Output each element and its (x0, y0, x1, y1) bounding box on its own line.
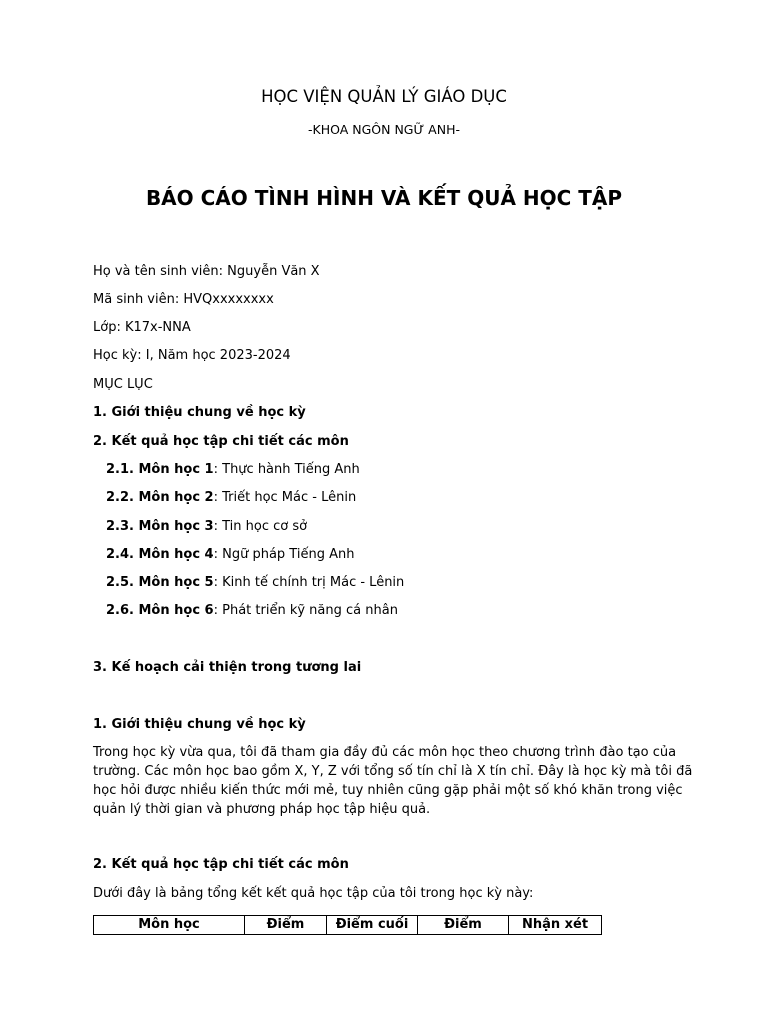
toc-item-2: 2. Kết quả học tập chi tiết các môn (93, 434, 349, 449)
toc-subitem-text: : Triết học Mác - Lênin (213, 490, 357, 505)
toc-subitem-label: 2.3. Môn học 3 (106, 519, 214, 534)
toc-subitem (106, 574, 404, 592)
column-header-score-2: Điểm (418, 916, 509, 935)
toc-subitem-label: 2.5. Môn học 5 (106, 575, 214, 590)
column-header-score: Điểm (245, 916, 327, 935)
toc-subitem-label: 2.6. Môn học 6 (106, 603, 214, 618)
semester-line: Học kỳ: I, Năm học 2023-2024 (93, 348, 291, 363)
section-1-paragraph: Trong học kỳ vừa qua, tôi đã tham gia đầy đủ các môn học theo chương trình đào tạo của trường. Các môn học bao gồm X, Y, Z với tổng số tín chỉ là X tín chỉ. Đây là học kỳ mà tôi đã học hỏi được nhiều kiến thức mới mẻ, tuy nhiên cũng gặp phải một số khó khăn trong việc quản lý thời gian và phương pháp học tập hiệu quả. (93, 745, 693, 817)
toc-subitem-text: : Phát triển kỹ năng cá nhân (213, 603, 398, 618)
results-table-header-row (94, 916, 602, 935)
toc-subitem-label: 2.4. Môn học 4 (106, 547, 214, 562)
student-name-line: Họ và tên sinh viên: Nguyễn Văn X (93, 264, 320, 279)
institution-name: HỌC VIỆN QUẢN LÝ GIÁO DỤC (261, 87, 507, 106)
toc-subitem-text: : Ngữ pháp Tiếng Anh (213, 547, 355, 562)
toc-item-1: 1. Giới thiệu chung về học kỳ (93, 405, 306, 420)
toc-heading: MỤC LỤC (93, 377, 153, 392)
section-1-heading: 1. Giới thiệu chung về học kỳ (93, 717, 306, 732)
faculty-name: -KHOA NGÔN NGỮ ANH- (308, 122, 460, 137)
student-id-line: Mã sinh viên: HVQxxxxxxxx (93, 292, 274, 307)
report-title: BÁO CÁO TÌNH HÌNH VÀ KẾT QUẢ HỌC TẬP (145, 186, 623, 210)
toc-subitem (106, 489, 356, 507)
column-header-comment: Nhận xét (509, 916, 602, 935)
toc-subitem (106, 602, 398, 620)
toc-subitem-label: 2.2. Môn học 2 (106, 490, 214, 505)
results-table (93, 915, 602, 935)
toc-subitem-label: 2.1. Môn học 1 (106, 462, 214, 477)
section-2-intro: Dưới đây là bảng tổng kết kết quả học tập của tôi trong học kỳ này: (93, 886, 534, 901)
toc-subitem (106, 518, 307, 536)
toc-subitem-text: : Kinh tế chính trị Mác - Lênin (213, 575, 405, 590)
student-class-line: Lớp: K17x-NNA (93, 320, 191, 335)
column-header-final-score: Điểm cuối (327, 916, 418, 935)
toc-subitem-text: : Tin học cơ sở (213, 519, 308, 534)
toc-subitem (106, 546, 354, 564)
toc-subitem (106, 461, 360, 479)
column-header-subject: Môn học (94, 916, 245, 935)
toc-item-3: 3. Kế hoạch cải thiện trong tương lai (93, 660, 362, 675)
toc-subitem-text: : Thực hành Tiếng Anh (213, 462, 360, 477)
section-2-heading: 2. Kết quả học tập chi tiết các môn (93, 857, 349, 872)
